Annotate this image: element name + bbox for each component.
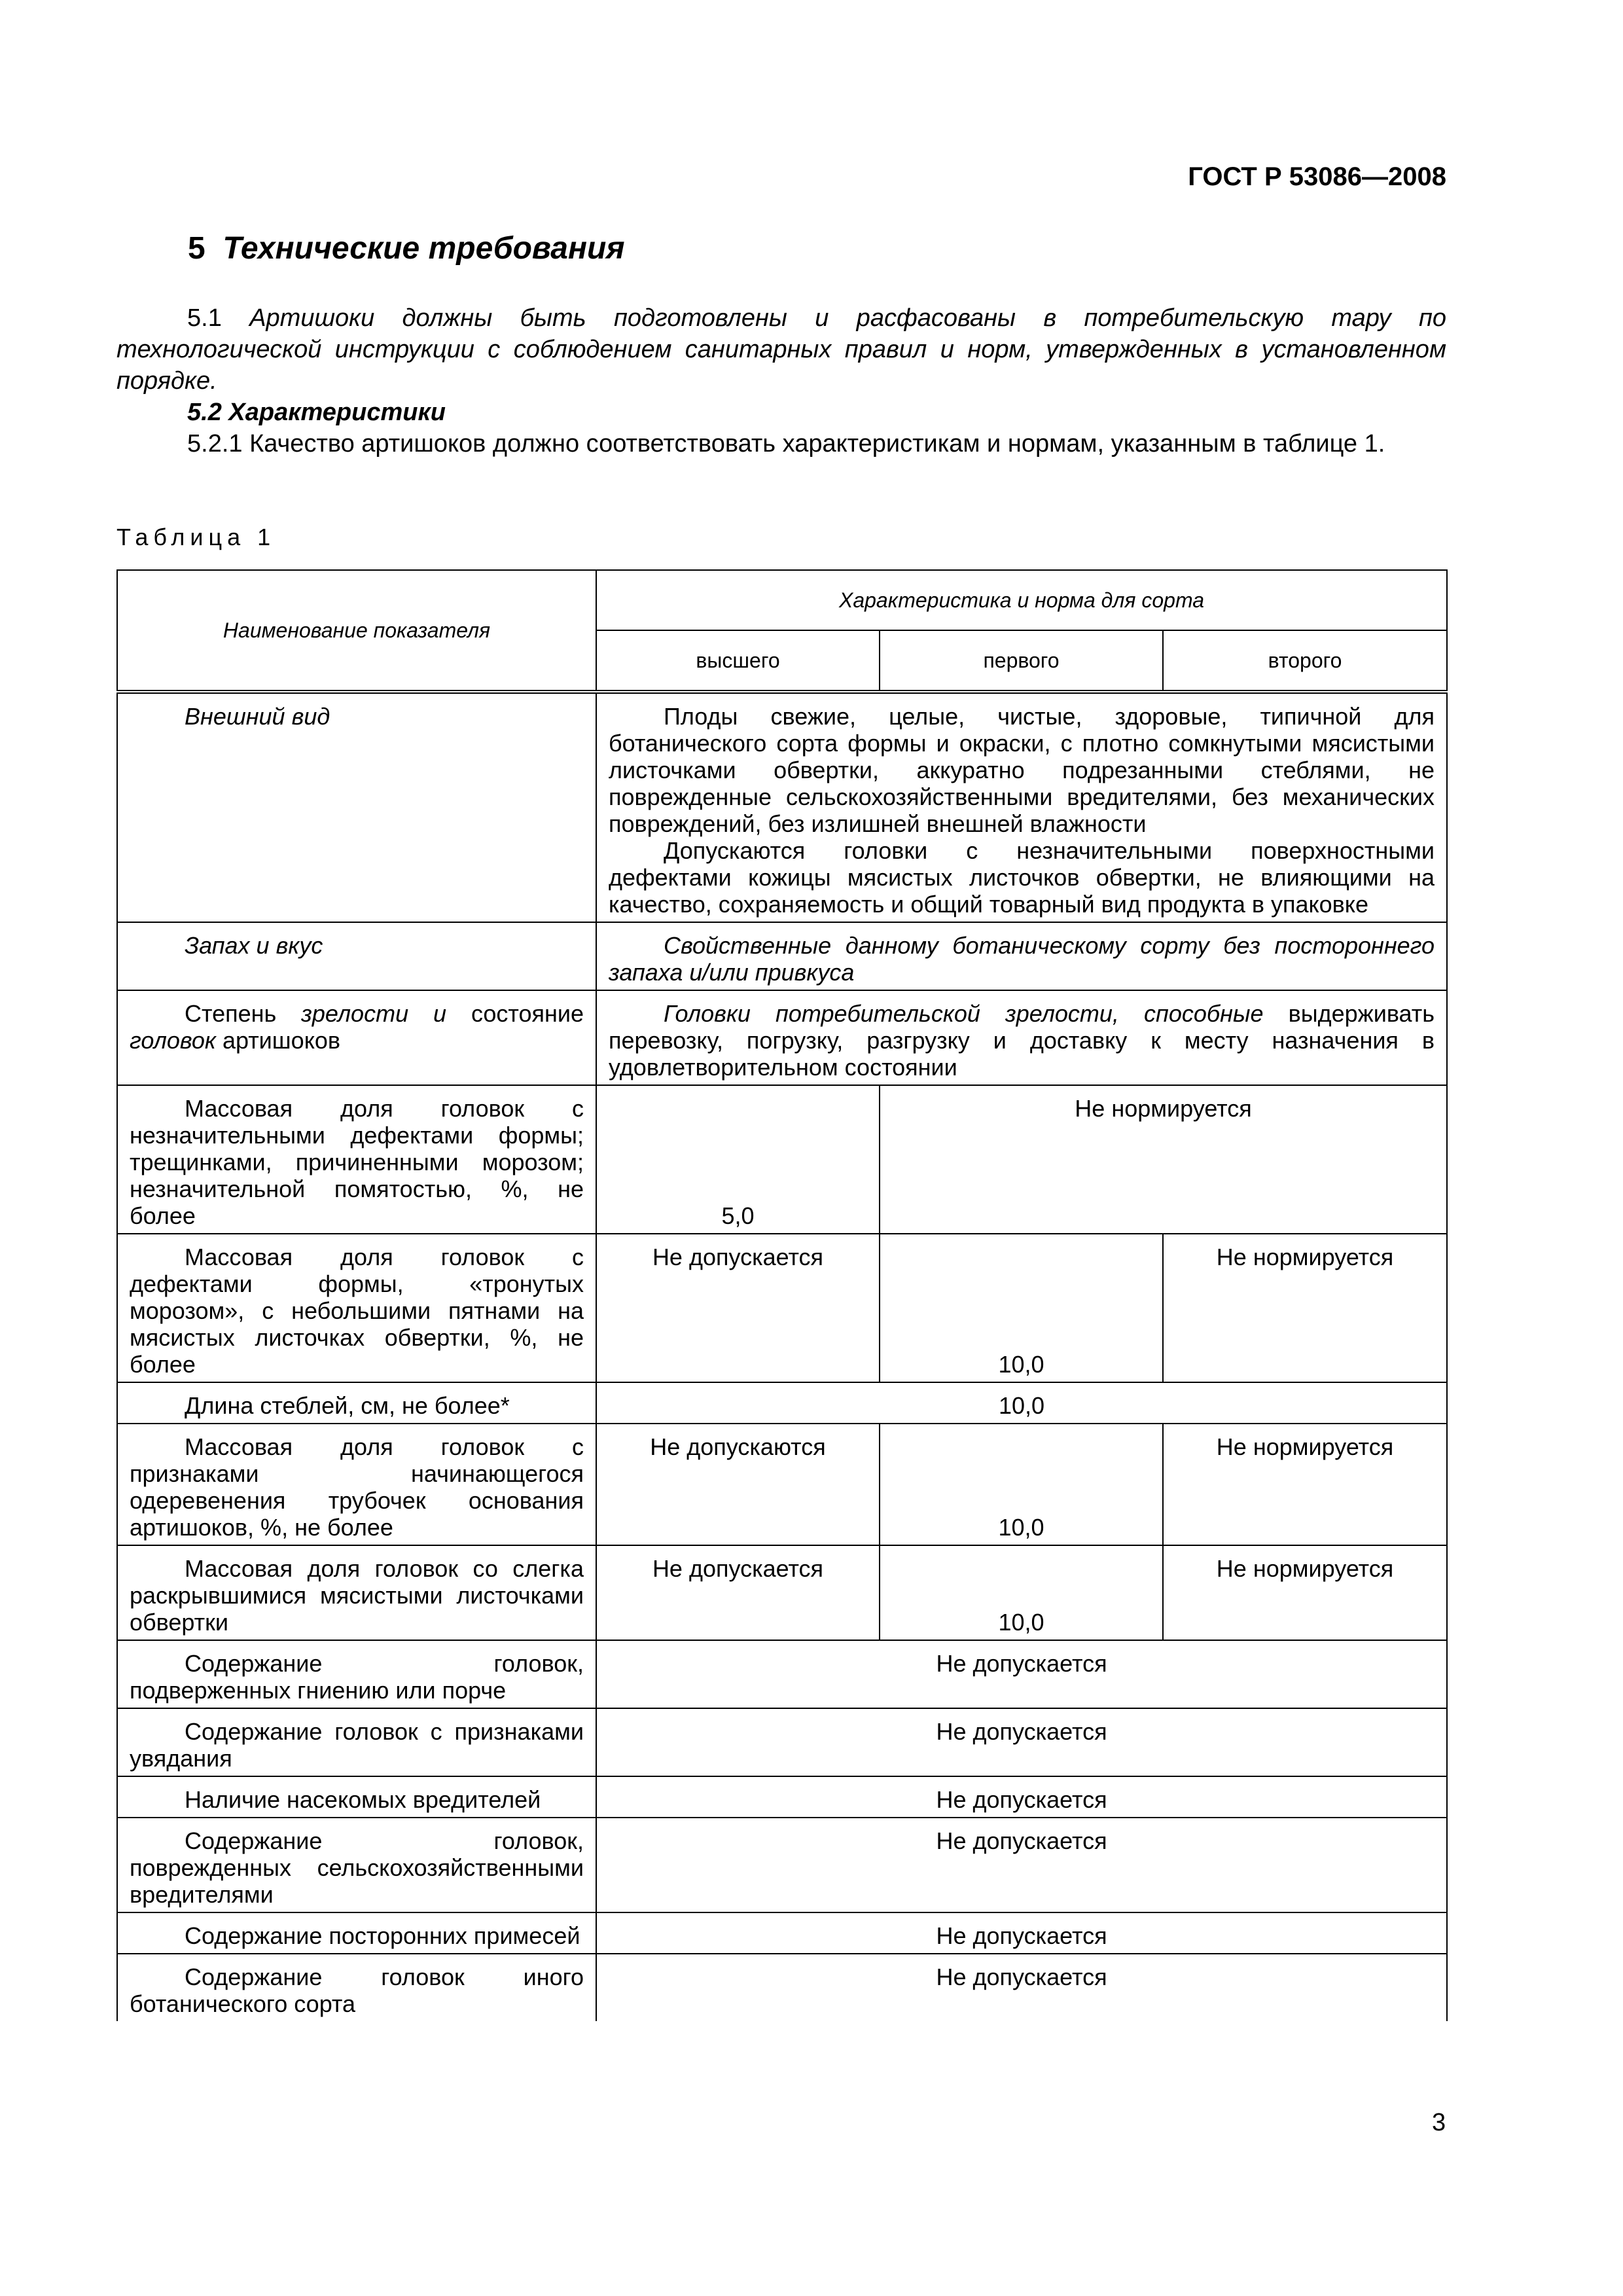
column-header-group: Характеристика и норма для сорта — [596, 570, 1447, 630]
table-row — [117, 922, 1447, 990]
row-name: Содержание головок иного ботанического сорта — [117, 1954, 596, 2021]
ripeness-name-e: артишоков — [215, 1027, 340, 1054]
row-name: Внешний вид — [117, 692, 596, 922]
row-value: Не допускается — [596, 1818, 1447, 1912]
subsection-title: 5.2 Характеристики — [187, 399, 446, 426]
row-name: Содержание посторонних примесей — [117, 1912, 596, 1954]
table-row — [117, 1424, 1447, 1545]
section-title — [188, 230, 625, 266]
paragraph-5-1 — [116, 302, 1446, 397]
paragraph-5-2-1 — [116, 428, 1446, 459]
document-code: ГОСТ Р 53086—2008 — [1188, 162, 1446, 191]
appearance-text-1: Плоды свежие, целые, чистые, здоровые, типичной для ботанического сорта формы и окраски, с плотно сомкнутыми мясистыми листочками обвертки, аккуратно подрезанными стеблями, не поврежденные сельскохозяйственными вредителями, без механических повреждений, без излишней внешней влажности — [609, 703, 1435, 837]
column-header-second: второго — [1163, 630, 1447, 692]
paragraph-5-1-text: Артишоки должны быть подготовлены и расфасованы в потребительскую тару по технологической инструкции с соблюдением санитарных правил и норм, утвержденных в установленном порядке. — [116, 304, 1446, 395]
table-row — [117, 1776, 1447, 1818]
table-row — [117, 1954, 1447, 2021]
row-value — [596, 990, 1447, 1085]
cell-second: Не нормируется — [1163, 1545, 1447, 1640]
table-row — [117, 990, 1447, 1085]
table-row — [117, 1708, 1447, 1776]
table-row — [117, 1382, 1447, 1424]
row-name: Массовая доля головок с незначительными дефектами формы; трещинками, причиненными морозом; незначительной помятостью, %, не более — [117, 1085, 596, 1234]
appearance-text-2: Допускаются головки с незначительными поверхностными дефектами кожицы мясистых листочков обвертки, не влияющими на качество, сохраняемость и общий товарный вид продукта в упаковке — [609, 837, 1435, 918]
table-row — [117, 1640, 1447, 1708]
row-value: Не допускается — [596, 1954, 1447, 2021]
cell-highest: Не допускается — [596, 1234, 880, 1382]
cell-first: 10,0 — [880, 1545, 1163, 1640]
row-name: Массовая доля головок с дефектами формы, «тронутых морозом», с небольшими пятнами на мясистых листочках обвертки, %, не более — [117, 1234, 596, 1382]
table-row — [117, 1085, 1447, 1234]
cell-highest: Не допускается — [596, 1545, 880, 1640]
cell-second: Не нормируется — [1163, 1234, 1447, 1382]
column-header-first: первого — [880, 630, 1163, 692]
cell-second: Не нормируется — [1163, 1424, 1447, 1545]
row-value: Не допускается — [596, 1708, 1447, 1776]
row-value: Свойственные данному ботаническому сорту без постороннего запаха и/или привкуса — [596, 922, 1447, 990]
column-header-highest: высшего — [596, 630, 880, 692]
row-name: Содержание головок, подверженных гниению или порче — [117, 1640, 596, 1708]
row-name: Содержание головок, поврежденных сельскохозяйственными вредителями — [117, 1818, 596, 1912]
paragraph-5-1-number: 5.1 — [187, 304, 222, 332]
ripeness-value-a: Головки потребительской зрелости, способные — [664, 1000, 1264, 1027]
section-title-text: Технические требования — [223, 231, 625, 266]
table-row — [117, 1818, 1447, 1912]
row-value: 10,0 — [596, 1382, 1447, 1424]
row-name: Запах и вкус — [117, 922, 596, 990]
table-row — [117, 1912, 1447, 1954]
ripeness-name-d: головок — [130, 1027, 216, 1054]
characteristics-table — [116, 569, 1448, 2021]
row-name — [117, 990, 596, 1085]
table-label: Таблица 1 — [116, 524, 276, 550]
ripeness-name-c: состояние — [446, 1000, 584, 1027]
ripeness-name-b: зрелости и — [301, 1000, 447, 1027]
cell-highest: 5,0 — [596, 1085, 880, 1234]
row-name: Массовая доля головок с признаками начинающегося одеревенения трубочек основания артишоков, %, не более — [117, 1424, 596, 1545]
table-row — [117, 692, 1447, 922]
cell-highest: Не допускаются — [596, 1424, 880, 1545]
row-name: Наличие насекомых вредителей — [117, 1776, 596, 1818]
cell-first: 10,0 — [880, 1234, 1163, 1382]
ripeness-value-b: выдерживать перевозку, погрузку, разгрузку и доставку к месту назначения в удовлетворительном состоянии — [609, 1000, 1435, 1081]
row-name: Содержание головок с признаками увядания — [117, 1708, 596, 1776]
row-value — [596, 692, 1447, 922]
table-row — [117, 1545, 1447, 1640]
paragraph-5-2-title — [116, 397, 1446, 428]
row-name: Массовая доля головок со слегка раскрывшимися мясистыми листочками обвертки — [117, 1545, 596, 1640]
column-header-name: Наименование показателя — [117, 570, 596, 692]
cell-first: 10,0 — [880, 1424, 1163, 1545]
table-row — [117, 1234, 1447, 1382]
row-name: Длина стеблей, см, не более* — [117, 1382, 596, 1424]
row-value: Не допускается — [596, 1776, 1447, 1818]
row-value: Не допускается — [596, 1912, 1447, 1954]
section-number: 5 — [188, 231, 205, 266]
cell-other: Не нормируется — [880, 1085, 1447, 1234]
row-value: Не допускается — [596, 1640, 1447, 1708]
page-number: 3 — [1432, 2109, 1446, 2136]
ripeness-name-a: Степень — [185, 1000, 302, 1027]
paragraph-5-2-1-text: 5.2.1 Качество артишоков должно соответствовать характеристикам и нормам, указанным в таблице 1. — [187, 430, 1385, 457]
